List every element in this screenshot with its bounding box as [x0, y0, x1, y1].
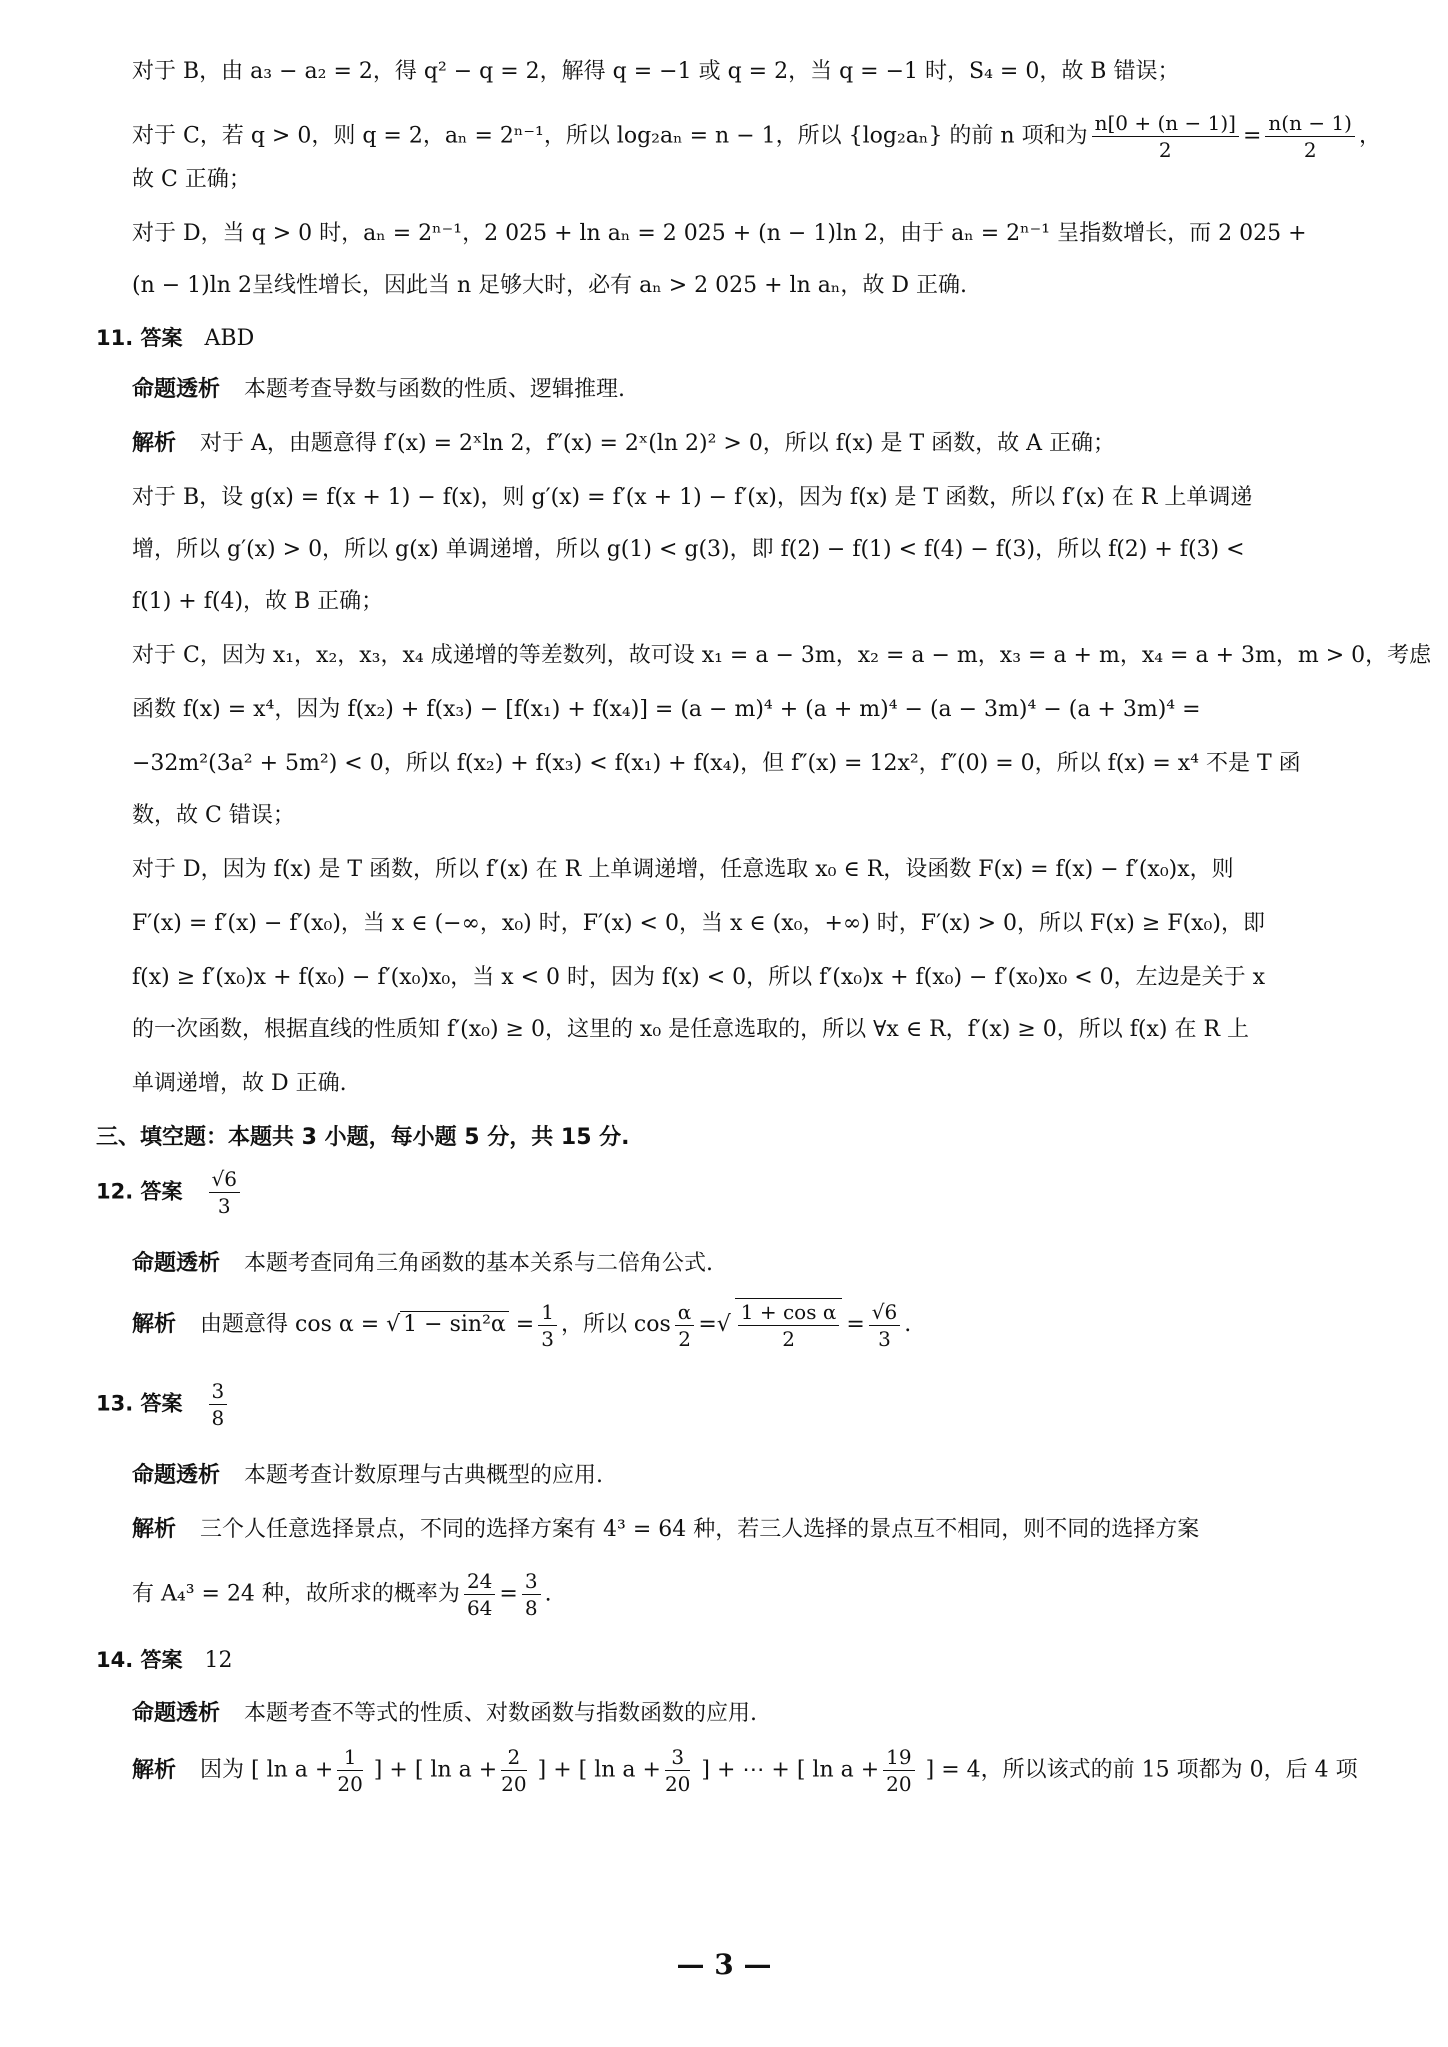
fraction: $\frac{n(n - 1)}{2}$	[1265, 110, 1355, 163]
text-line: −32m²(3a² + 5m²) < 0，所以 f(x₂) + f(x₃) < f(x₁) + f(x₄)，但 f″(x) = 12x²，f″(0) = 0，所以 f(x) = x⁴ 不是 T 函	[132, 751, 1301, 776]
fraction: $\frac{3}{8}$	[209, 1378, 228, 1431]
fraction: $\frac{24}{64}$	[464, 1568, 495, 1621]
question-12-answer: 12. 答案 $\frac{√6}{3}$	[96, 1166, 244, 1219]
text-line: 对于 D，因为 f(x) 是 T 函数，所以 f′(x) 在 R 上单调递增，任意选取 x₀ ∈ R，设函数 F(x) = f(x) − f′(x₀)x，则	[132, 857, 1234, 882]
text-line: 对于 C，因为 x₁，x₂，x₃，x₄ 成递增的等差数列，故可设 x₁ = a − 3m，x₂ = a − m，x₃ = a + m，x₄ = a + 3m，m > 0，考虑	[132, 643, 1432, 668]
text-line: 对于 D，当 q > 0 时，aₙ = 2ⁿ⁻¹，2 025 + ln aₙ = 2 025 + (n − 1)ln 2，由于 aₙ = 2ⁿ⁻¹ 呈指数增长，而 2 025 +	[132, 221, 1307, 246]
question-12-solution: 解析 由题意得 cos α = √ 1 − sin²α = $\frac{1}{3}$ ，所以 cos $\frac{\alpha}{2}$ =√ $\frac{\text{1 + cos α}}{2}$ = $\frac{√6}{3}$ .	[132, 1299, 912, 1351]
text-line: 对于 B，设 g(x) = f(x + 1) − f(x)，则 g′(x) = f′(x + 1) − f′(x)，因为 f(x) 是 T 函数，所以 f′(x) 在 R 上单调递	[132, 485, 1253, 510]
question-12-analysis: 命题透析 本题考查同角三角函数的基本关系与二倍角公式.	[132, 1251, 714, 1276]
fraction: $\frac{\text{1 + cos α}}{2}$	[735, 1298, 843, 1352]
text-line: 增，所以 g′(x) > 0，所以 g(x) 单调递增，所以 g(1) < g(3)，即 f(2) − f(1) < f(4) − f(3)，所以 f(2) + f(3) <	[132, 537, 1245, 562]
fraction: $\frac{3}{20}$	[664, 1745, 691, 1796]
text-line: 对于 B，由 a₃ − a₂ = 2，得 q² − q = 2，解得 q = −1 或 q = 2，当 q = −1 时，S₄ = 0，故 B 错误；	[132, 59, 1180, 84]
fraction: $\frac{19}{20}$	[883, 1744, 914, 1797]
text-line: 对于 C，若 q > 0，则 q = 2，aₙ = 2ⁿ⁻¹，所以 log₂aₙ = n − 1，所以 {log₂aₙ} 的前 n 项和为 $\frac{n[0 + (n - 1)]}{2}$ = $\frac{n(n - 1)}{2}$ ，	[132, 111, 1381, 162]
text-line: F′(x) = f′(x) − f′(x₀)，当 x ∈ (−∞，x₀) 时，F′(x) < 0，当 x ∈ (x₀，+∞) 时，F′(x) > 0，所以 F(x) ≥ F(x₀)，即	[132, 911, 1265, 936]
question-14-analysis: 命题透析 本题考查不等式的性质、对数函数与指数函数的应用.	[132, 1701, 758, 1726]
text-line: f(x) ≥ f′(x₀)x + f(x₀) − f′(x₀)x₀，当 x < 0 时，因为 f(x) < 0，所以 f′(x₀)x + f(x₀) − f′(x₀)x₀ < 0，左边是关于 x	[132, 965, 1266, 990]
fraction: $\frac{1}{3}$	[538, 1299, 557, 1352]
question-11-solution: 解析 对于 A，由题意得 f′(x) = 2ˣln 2，f″(x) = 2ˣ(ln 2)² > 0，所以 f(x) 是 T 函数，故 A 正确；	[132, 431, 1116, 456]
page-number: — 3 —	[676, 1948, 772, 1981]
question-14-solution: 解析 因为 [ ln a + $\frac{1}{20}$ ] + [ ln a + $\frac{2}{20}$ ] + [ ln a + $\frac{3}{20}$ ] + ⋯ + [ ln a + $\frac{19}{20}$ ] = 4，所以该式的前 15 项都为 0，后 4 项	[132, 1745, 1358, 1796]
fraction: $\frac{√6}{3}$	[209, 1166, 240, 1219]
fraction: $\frac{3}{8}$	[522, 1568, 541, 1621]
question-13-solution: 解析 三个人任意选择景点，不同的选择方案有 4³ = 64 种，若三人选择的景点互不相同，则不同的选择方案	[132, 1517, 1200, 1542]
fraction: $\frac{2}{20}$	[501, 1745, 527, 1796]
question-13-answer: 13. 答案 $\frac{3}{8}$	[96, 1378, 231, 1431]
text-line: 的一次函数，根据直线的性质知 f′(x₀) ≥ 0，这里的 x₀ 是任意选取的，所以 ∀x ∈ R，f′(x) ≥ 0，所以 f(x) 在 R 上	[132, 1017, 1250, 1042]
question-11-analysis: 命题透析 本题考查导数与函数的性质、逻辑推理.	[132, 377, 626, 402]
section-heading: 三、填空题：本题共 3 小题，每小题 5 分，共 15 分.	[96, 1125, 630, 1150]
text-line: 函数 f(x) = x⁴，因为 f(x₂) + f(x₃) − [f(x₁) + f(x₄)] = (a − m)⁴ + (a + m)⁴ − (a − 3m)⁴ − (a + 3m)⁴ =	[132, 697, 1201, 722]
fraction: $\frac{n[0 + (n - 1)]}{2}$	[1092, 110, 1239, 163]
question-11-answer: 11. 答案 ABD	[96, 326, 255, 351]
text-line: f(1) + f(4)，故 B 正确；	[132, 589, 384, 614]
text-line: 单调递增，故 D 正确.	[132, 1071, 347, 1096]
text-line: (n − 1)ln 2呈线性增长，因此当 n 足够大时，必有 aₙ > 2 025 + ln aₙ，故 D 正确.	[132, 273, 968, 298]
question-14-answer: 14. 答案 12	[96, 1648, 233, 1673]
fraction: $\frac{√6}{3}$	[869, 1299, 900, 1352]
fraction: $\frac{1}{20}$	[337, 1745, 363, 1796]
text-line: 数，故 C 错误；	[132, 803, 295, 828]
text-line: 有 A₄³ = 24 种，故所求的概率为 $\frac{24}{64}$ = $\frac{3}{8}$ .	[132, 1569, 552, 1620]
text-line: 故 C 正确；	[132, 167, 251, 192]
question-13-analysis: 命题透析 本题考查计数原理与古典概型的应用.	[132, 1463, 604, 1488]
fraction: $\frac{\alpha}{2}$	[675, 1299, 695, 1352]
